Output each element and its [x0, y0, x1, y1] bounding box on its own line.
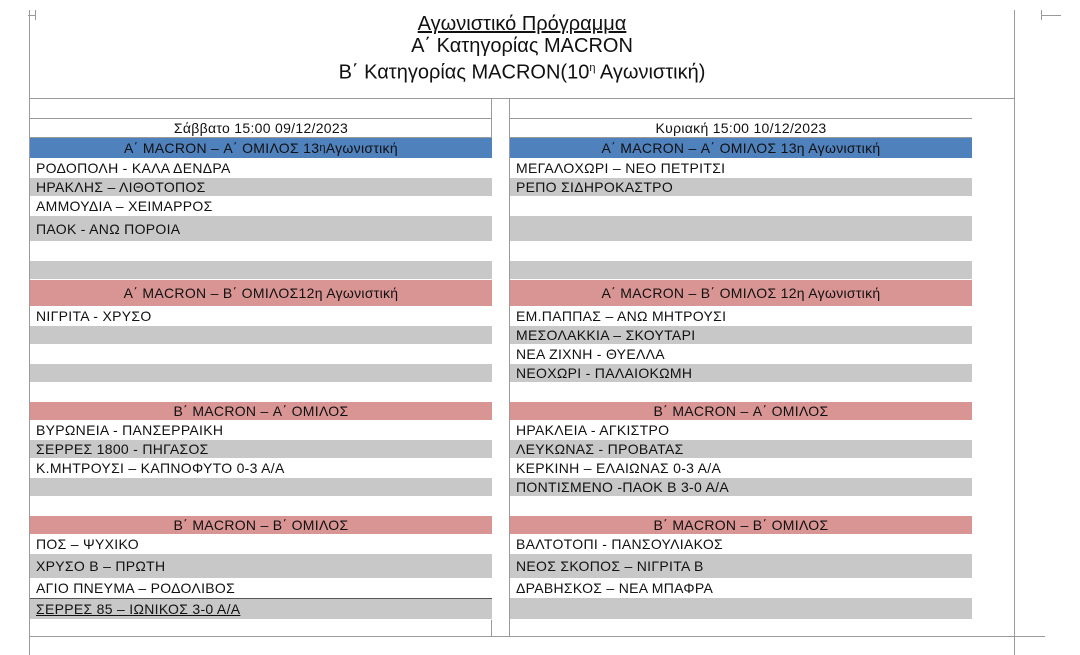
- match-row: ΑΜΜΟΥΔΙΑ – ΧΕΙΜΑΡΡΟΣ: [30, 197, 492, 216]
- match-row: ΚΕΡΚΙΝΗ – ΕΛΑΙΩΝΑΣ 0-3 Α/Α: [510, 459, 972, 478]
- schedule-date: Κυριακή 15:00 10/12/2023: [510, 118, 972, 138]
- empty-row: [30, 242, 492, 261]
- match-row: ΜΕΓΑΛΟΧΩΡΙ – ΝΕΟ ΠΕΤΡΙΤΣΙ: [510, 159, 972, 178]
- match-row: ΣΕΡΡΕΣ 85 – ΙΩΝΙΚΟΣ 3-0 Α/Α: [30, 598, 492, 620]
- empty-row: [30, 326, 492, 345]
- match-row: ΜΕΣΟΛΑΚΚΙΑ – ΣΚΟΥΤΑΡΙ: [510, 326, 972, 345]
- empty-row: [30, 364, 492, 383]
- empty-row: [30, 261, 492, 280]
- header-line-category-b: Β΄ Κατηγορίας $MACRON(10^\eta$ Αγωνιστική): [338, 61, 706, 84]
- group-heading: Β΄ MACRON – Α΄ ΟΜΙΛΟΣ: [510, 402, 972, 421]
- group-heading: Α΄ MACRON – Α΄ ΟΜΙΛΟΣ 13 η Αγωνιστική: [30, 138, 492, 159]
- empty-row: [30, 383, 492, 402]
- saturday-schedule: [30, 118, 492, 620]
- empty-row: [510, 261, 972, 280]
- sunday-schedule: [510, 118, 972, 620]
- group-heading: Β΄ MACRON – Α΄ ΟΜΙΛΟΣ: [30, 402, 492, 421]
- empty-row: [510, 197, 972, 216]
- match-row: ΒΥΡΩΝΕΙΑ - ΠΑΝΣΕΡΡΑΙΚΗ: [30, 421, 492, 440]
- empty-row: [510, 242, 972, 261]
- empty-row: [510, 598, 972, 620]
- match-row: ΠΟΣ – ΨΥΧΙΚΟ: [30, 535, 492, 554]
- footer-divider: [30, 636, 1045, 637]
- match-row: ΧΡΥΣΟ Β – ΠΡΩΤΗ: [30, 554, 492, 579]
- match-row: ΗΡΑΚΛΗΣ – ΛΙΘΟΤΟΠΟΣ: [30, 178, 492, 197]
- group-heading: Β΄ MACRON – Β΄ ΟΜΙΛΟΣ: [30, 516, 492, 535]
- empty-row: [30, 345, 492, 364]
- group-heading: Α΄ MACRON – Β΄ ΟΜΙΛΟΣ12η Αγωνιστική: [30, 280, 492, 307]
- match-row: ΠΟΝΤΙΣΜΕΝΟ -ΠΑΟΚ Β 3-0 Α/Α: [510, 478, 972, 497]
- match-row: ΡΕΠΟ ΣΙΔΗΡΟΚΑΣΤΡΟ: [510, 178, 972, 197]
- match-row: ΕΜ.ΠΑΠΠΑΣ – ΑΝΩ ΜΗΤΡΟΥΣΙ: [510, 307, 972, 326]
- match-row: ΛΕΥΚΩΝΑΣ - ΠΡΟΒΑΤΑΣ: [510, 440, 972, 459]
- page-right-border: [1014, 10, 1015, 655]
- group-heading: Β΄ MACRON – Β΄ ΟΜΙΛΟΣ: [510, 516, 972, 535]
- header-divider: [30, 98, 1014, 99]
- empty-row: [510, 383, 972, 402]
- match-row: Κ.ΜΗΤΡΟΥΣΙ – ΚΑΠΝΟΦΥΤΟ 0-3 Α/Α: [30, 459, 492, 478]
- match-row: ΡΟΔΟΠΟΛΗ - ΚΑΛΑ ΔΕΝΔΡΑ: [30, 159, 492, 178]
- empty-row: [30, 497, 492, 516]
- match-row: ΠΑΟΚ - ΑΝΩ ΠΟΡΟΙΑ: [30, 216, 492, 242]
- match-row: ΣΕΡΡΕΣ 1800 - ΠΗΓΑΣΟΣ: [30, 440, 492, 459]
- match-row: ΑΓΙΟ ΠΝΕΥΜΑ – ΡΟΔΟΛΙΒΟΣ: [30, 579, 492, 598]
- schedule-date: Σάββατο 15:00 09/12/2023: [30, 118, 492, 138]
- match-row: ΗΡΑΚΛΕΙΑ - ΑΓΚΙΣΤΡΟ: [510, 421, 972, 440]
- corner-mark-top-right: [1041, 15, 1061, 16]
- empty-row: [30, 478, 492, 497]
- group-heading: Α΄ MACRON – Β΄ ΟΜΙΛΟΣ 12η Αγωνιστική: [510, 280, 972, 307]
- document-header: [30, 10, 1014, 98]
- group-heading: Α΄ MACRON – Α΄ ΟΜΙΛΟΣ 13η Αγωνιστική: [510, 138, 972, 159]
- empty-row: [510, 497, 972, 516]
- empty-row: [510, 216, 972, 242]
- match-row: ΝΕΟΧΩΡΙ - ΠΑΛΑΙΟΚΩΜΗ: [510, 364, 972, 383]
- match-row: ΝΙΓΡΙΤΑ - ΧΡΥΣΟ: [30, 307, 492, 326]
- match-row: ΒΑΛΤΟΤΟΠΙ - ΠΑΝΣΟΥΛΙΑΚΟΣ: [510, 535, 972, 554]
- header-line-category-a: Α΄ Κατηγορίας MACRON: [411, 35, 633, 57]
- match-row: ΔΡΑΒΗΣΚΟΣ – ΝΕΑ ΜΠΑΦΡΑ: [510, 579, 972, 598]
- match-row: ΝΕΟΣ ΣΚΟΠΟΣ – ΝΙΓΡΙΤΑ Β: [510, 554, 972, 579]
- match-row: ΝΕΑ ΖΙΧΝΗ - ΘΥΕΛΛΑ: [510, 345, 972, 364]
- document-title: Αγωνιστικό Πρόγραμμα: [417, 13, 627, 35]
